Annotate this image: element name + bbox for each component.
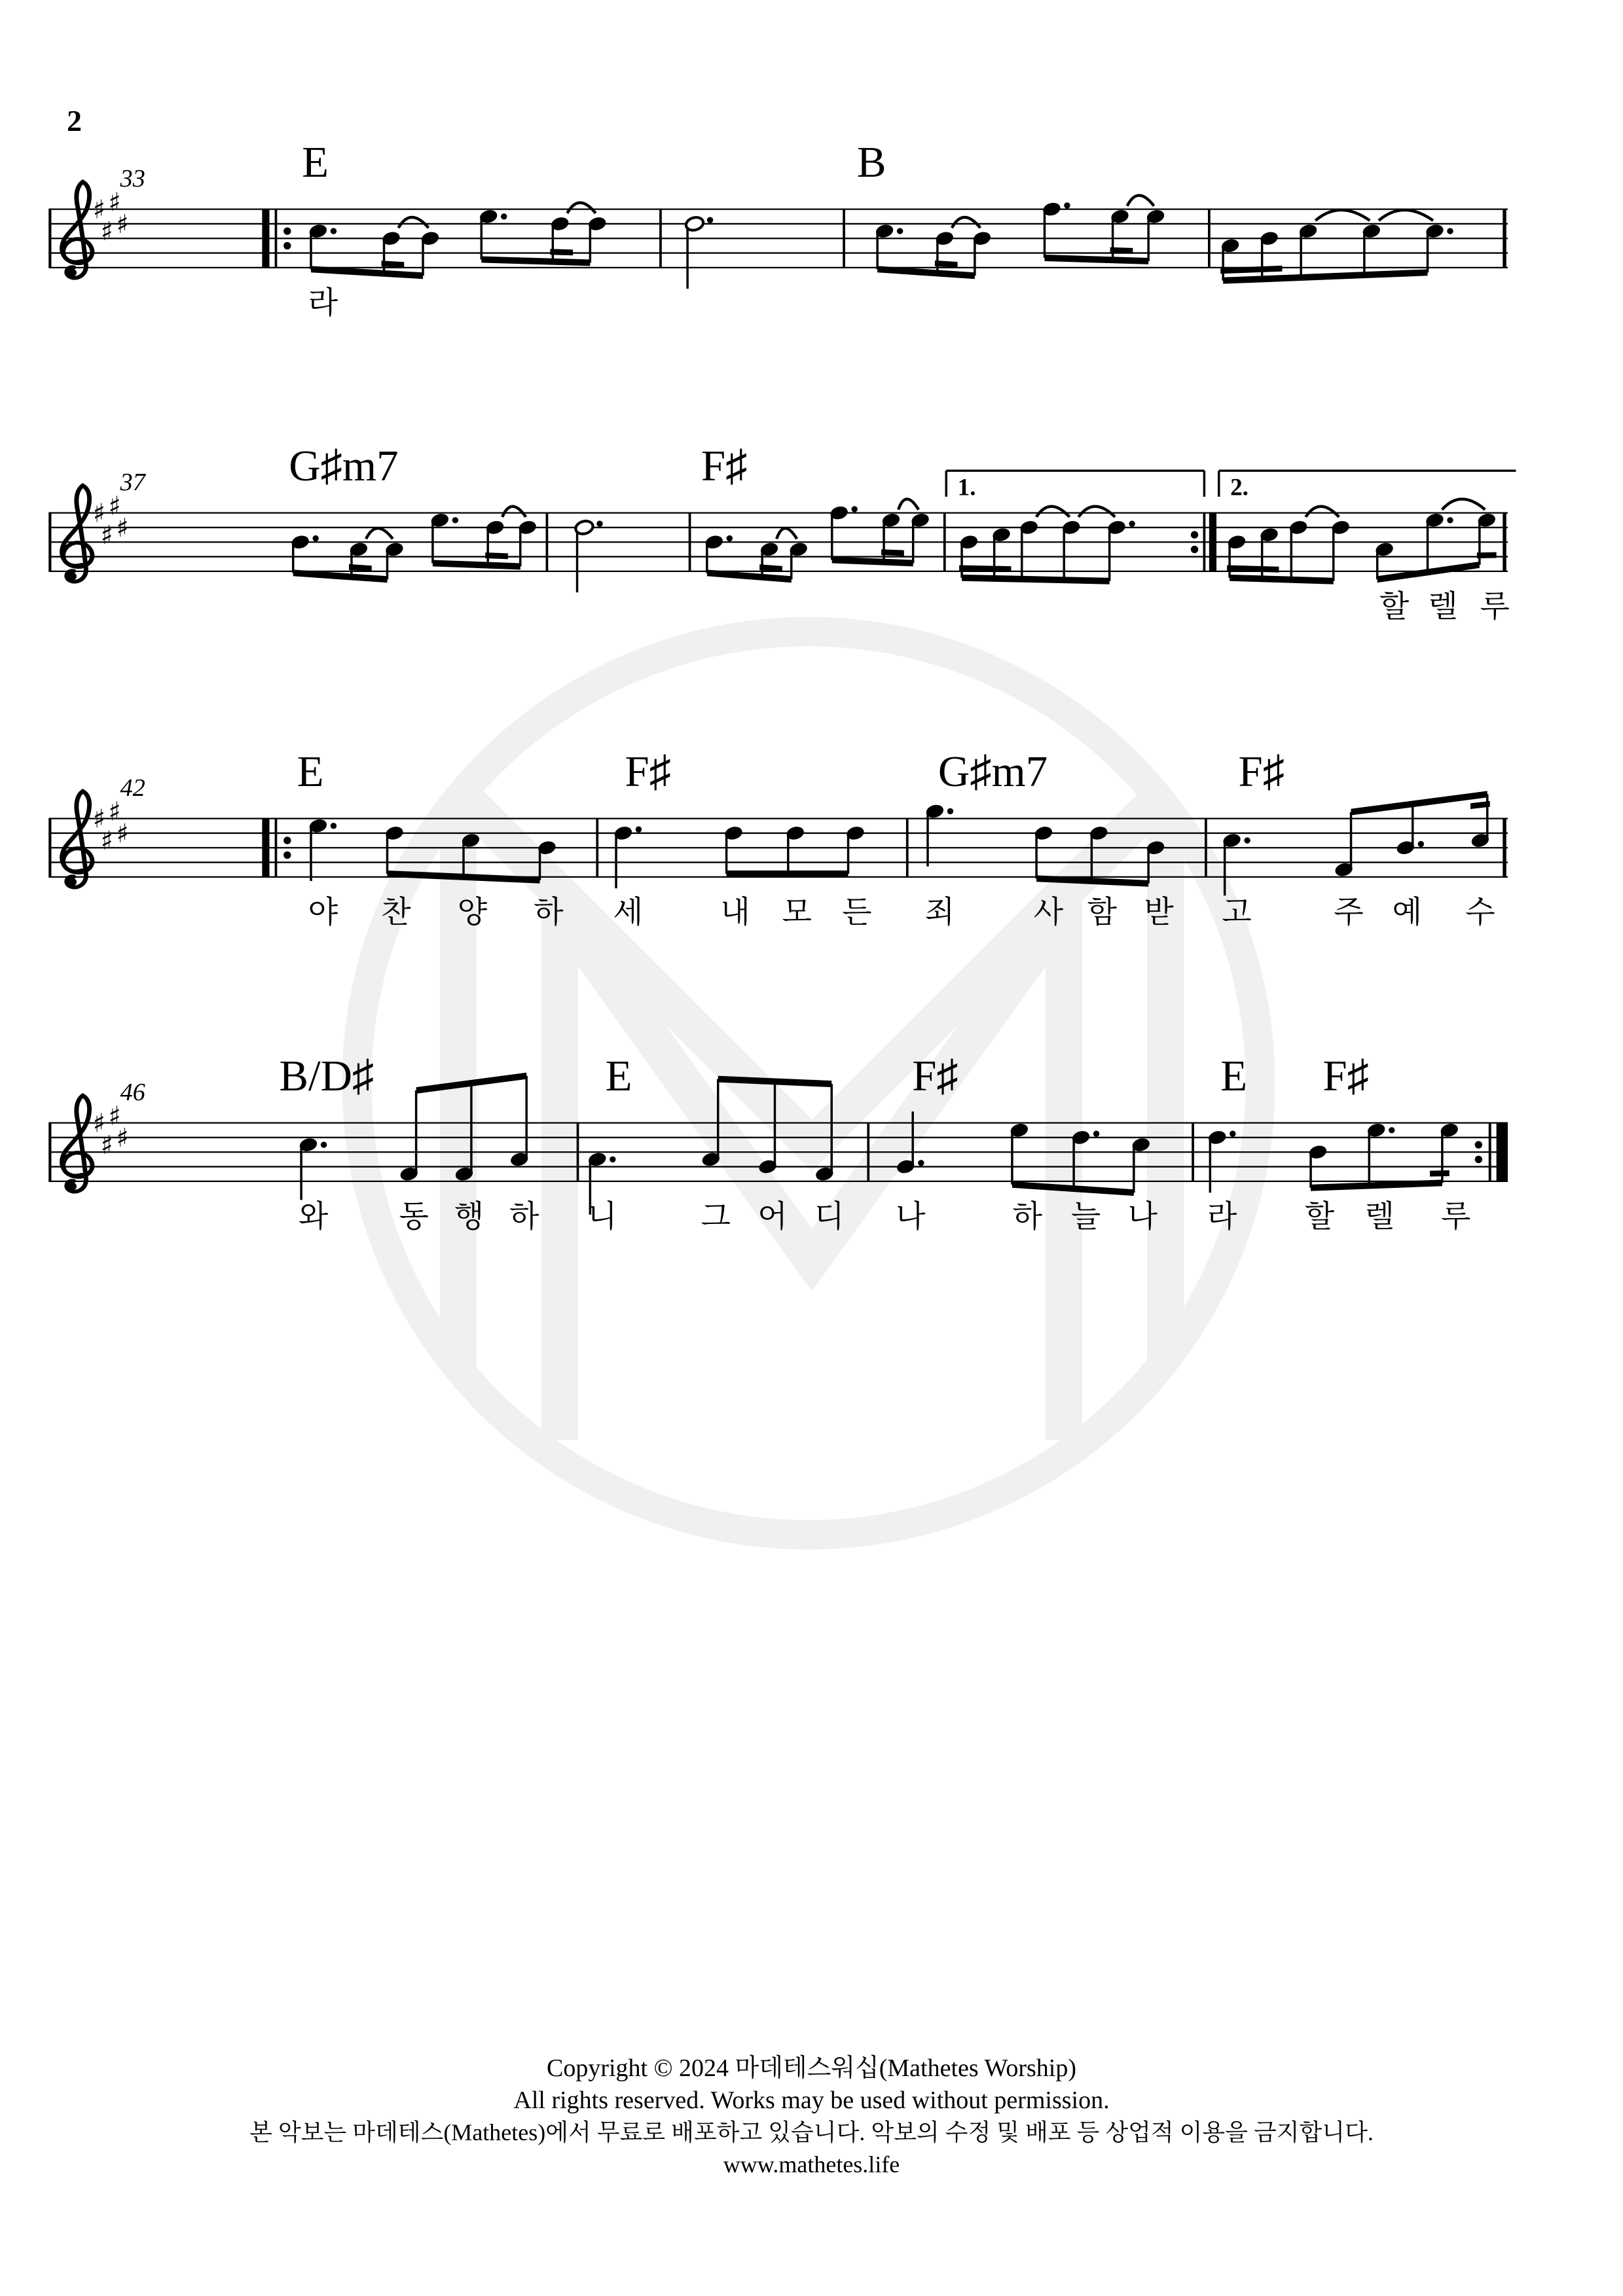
chord-symbol: E <box>1220 1052 1248 1101</box>
augmentation-dot <box>851 506 857 512</box>
volta-label: 2. <box>1230 474 1249 501</box>
augmentation-dot <box>1129 521 1135 527</box>
chord-symbols <box>302 138 886 187</box>
augmentation-dot <box>947 808 953 814</box>
augmentation-dot <box>707 217 713 223</box>
slur <box>1305 507 1339 517</box>
lyric-syllable: 늘 <box>1070 1200 1101 1234</box>
augmentation-dot <box>321 1141 327 1147</box>
key-sharp-icon: ♯ <box>116 818 129 849</box>
staff-lines <box>48 1123 1508 1181</box>
lyric-syllable: 주 <box>1334 895 1364 930</box>
lyric-syllable: 라 <box>1207 1200 1237 1234</box>
repeat-dot <box>283 242 291 249</box>
beam-16th <box>959 565 1011 572</box>
augmentation-dot <box>1447 228 1453 234</box>
chord-symbol: F♯ <box>912 1052 958 1101</box>
augmentation-dot <box>897 228 903 234</box>
slur <box>952 217 980 228</box>
chord-symbol: F♯ <box>701 442 748 491</box>
lyric-syllable: 그 <box>701 1200 731 1234</box>
augmentation-dot <box>331 823 337 829</box>
lyric-syllable: 루 <box>1480 590 1510 624</box>
slur <box>776 528 797 539</box>
system-measures-33 <box>0 96 1623 420</box>
stems-and-beams <box>301 1073 1450 1215</box>
lyric-syllable: 라 <box>308 286 338 321</box>
chord-symbol: F♯ <box>1238 747 1285 797</box>
lyric-syllable: 모 <box>782 895 812 930</box>
slur <box>567 203 595 213</box>
thick-bar <box>262 819 269 877</box>
lyric-syllable: 수 <box>1465 895 1495 930</box>
chord-symbols <box>289 442 747 490</box>
volta-label: 1. <box>957 474 976 501</box>
key-sharp-icon: ♯ <box>100 216 113 247</box>
lyric-syllable: 할 <box>1379 590 1410 624</box>
beam <box>433 560 520 570</box>
volta-bracket <box>1219 471 1516 501</box>
chord-symbols <box>297 747 1285 796</box>
system-measures-46 <box>0 1009 1623 1334</box>
stems-and-beams <box>311 791 1490 895</box>
page-number: 2 <box>67 104 82 137</box>
chord-symbol: B <box>856 138 886 187</box>
system-measures-37 <box>0 399 1623 724</box>
slur <box>366 528 393 539</box>
augmentation-dot <box>1093 1131 1099 1137</box>
measure-number: 33 <box>120 164 145 192</box>
key-sharp-icon: ♯ <box>108 1101 121 1132</box>
beam-16th <box>1220 266 1282 274</box>
lyrics <box>1379 590 1510 624</box>
notehead-half <box>685 215 705 232</box>
key-sharp-icon: ♯ <box>116 512 129 543</box>
lyric-syllable: 동 <box>399 1200 429 1234</box>
augmentation-dot <box>1389 1127 1395 1133</box>
footer-rights-notice: All rights reserved. Works may be used without permission. <box>513 2087 1110 2114</box>
thick-bar <box>262 209 269 268</box>
lyric-syllable: 디 <box>814 1200 845 1234</box>
slur <box>1315 210 1370 221</box>
beam-16th <box>1110 247 1133 254</box>
lyric-syllable: 나 <box>1127 1200 1158 1234</box>
footer-distribution-notice: 본 악보는 마데테스(Mathetes)에서 무료로 배포하고 있습니다. 악보의 수정 및 배포 등 상업적 이용을 금지합니다. <box>249 2119 1374 2145</box>
beam-16th <box>1477 552 1497 558</box>
lyric-syllable: 고 <box>1222 895 1252 930</box>
lyric-syllable: 하 <box>534 895 564 930</box>
beam-16th <box>1430 1170 1450 1177</box>
chord-symbol: G♯m7 <box>938 747 1048 797</box>
repeat-dot <box>283 227 291 234</box>
beam-16th <box>550 249 573 255</box>
beam <box>1351 791 1487 815</box>
key-sharp-icon: ♯ <box>116 209 129 240</box>
beam <box>1044 255 1148 264</box>
beam <box>481 257 590 266</box>
footer-copyright: Copyright © 2024 마데테스워십(Mathetes Worship) <box>547 2054 1076 2082</box>
stems-and-beams <box>311 211 1428 289</box>
thick-bar <box>1497 1123 1508 1181</box>
system-measures-42 <box>0 705 1623 1030</box>
measure-number: 42 <box>120 774 145 802</box>
augmentation-dot <box>636 827 642 833</box>
slur <box>399 217 429 228</box>
key-sharp-icon: ♯ <box>116 1122 129 1153</box>
treble-clef-icon <box>62 182 92 278</box>
key-sharp-icon: ♯ <box>100 520 113 550</box>
volta-bracket <box>946 471 1204 501</box>
treble-clef-icon <box>62 486 92 582</box>
augmentation-dot <box>501 213 507 219</box>
augmentation-dot <box>918 1160 924 1166</box>
chord-symbol: E <box>605 1052 632 1101</box>
stems-and-beams <box>293 515 1497 592</box>
lyric-syllable: 예 <box>1392 895 1423 930</box>
slur <box>1036 507 1070 517</box>
repeat-dot <box>1191 546 1198 553</box>
lyric-syllable: 함 <box>1087 895 1117 930</box>
lyrics <box>299 1200 1471 1234</box>
beam-16th <box>881 549 904 556</box>
lyric-syllable: 어 <box>757 1200 788 1234</box>
augmentation-dot <box>1064 202 1070 208</box>
lyric-syllable: 내 <box>720 895 750 930</box>
key-sharp-icon: ♯ <box>100 1130 113 1160</box>
chord-symbol: E <box>297 747 324 797</box>
slur <box>502 507 526 517</box>
chord-symbol: B/D♯ <box>279 1052 374 1101</box>
lyric-syllable: 나 <box>895 1200 926 1234</box>
augmentation-dot <box>312 535 318 541</box>
thick-bar <box>1209 513 1216 571</box>
lyric-syllable: 렐 <box>1364 1200 1395 1234</box>
augmentation-dot <box>610 1157 615 1162</box>
lyrics <box>308 895 1495 929</box>
clef-ball <box>67 572 77 581</box>
beam <box>962 575 1110 584</box>
lyric-syllable: 하 <box>509 1200 539 1234</box>
slur <box>1127 196 1154 206</box>
key-sharp-icon: ♯ <box>100 825 113 856</box>
lyric-syllable: 니 <box>587 1200 617 1234</box>
repeat-dot <box>1191 531 1198 538</box>
augmentation-dot <box>452 517 458 523</box>
clef-ball <box>67 268 77 277</box>
key-sharp-icon: ♯ <box>92 194 105 225</box>
repeat-dot <box>283 836 291 844</box>
repeat-dot <box>283 852 291 859</box>
beam <box>832 557 913 567</box>
lyric-syllable: 양 <box>457 895 488 930</box>
footer-website: www.mathetes.life <box>723 2151 900 2178</box>
chord-symbol: G♯m7 <box>289 442 399 491</box>
slur <box>898 499 919 510</box>
augmentation-dot <box>596 521 602 527</box>
beam <box>1230 575 1334 584</box>
lyric-syllable: 세 <box>613 895 644 930</box>
augmentation-dot <box>727 535 733 541</box>
repeat-dot <box>1475 1141 1482 1148</box>
slur <box>1379 210 1433 221</box>
clef-ball <box>67 1182 77 1191</box>
slur <box>1078 507 1115 517</box>
measure-number: 46 <box>120 1078 145 1106</box>
lyric-syllable: 죄 <box>924 895 955 930</box>
notehead-half <box>574 519 594 535</box>
measure-number: 37 <box>120 468 145 496</box>
treble-clef-icon <box>62 1096 92 1192</box>
beam-16th <box>485 552 508 559</box>
staff-lines <box>48 513 1508 571</box>
lyric-syllable: 사 <box>1033 895 1064 930</box>
lyrics <box>308 286 338 320</box>
lyric-syllable: 루 <box>1440 1200 1471 1234</box>
augmentation-dot <box>1244 837 1250 843</box>
noteheads <box>308 803 1490 878</box>
beam <box>727 870 848 877</box>
lyric-syllable: 할 <box>1304 1200 1335 1234</box>
lyric-syllable: 받 <box>1144 895 1174 930</box>
key-sharp-icon: ♯ <box>92 498 105 529</box>
slur <box>1442 499 1486 510</box>
lyric-syllable: 렐 <box>1428 590 1458 624</box>
key-sharp-icon: ♯ <box>92 1108 105 1139</box>
chord-symbol: F♯ <box>1322 1052 1370 1101</box>
repeat-dot <box>1475 1156 1482 1163</box>
lyric-syllable: 행 <box>454 1200 484 1234</box>
treble-clef-icon <box>62 791 92 888</box>
key-sharp-icon: ♯ <box>108 187 121 218</box>
chord-symbol: F♯ <box>625 747 672 797</box>
augmentation-dot <box>331 228 337 234</box>
footer <box>0 2053 1623 2181</box>
augmentation-dot <box>1447 517 1453 523</box>
key-sharp-icon: ♯ <box>108 491 121 522</box>
lyric-syllable: 야 <box>308 895 338 930</box>
lyric-syllable: 든 <box>842 895 872 930</box>
augmentation-dot <box>1230 1131 1235 1137</box>
augmentation-dot <box>1418 841 1424 847</box>
chord-symbols <box>279 1052 1369 1100</box>
chord-symbol: E <box>302 138 329 187</box>
clef-ball <box>67 878 77 886</box>
key-sharp-icon: ♯ <box>108 797 121 827</box>
lyric-syllable: 찬 <box>381 895 411 930</box>
lyric-syllable: 하 <box>1012 1200 1042 1234</box>
lyric-syllable: 와 <box>298 1200 329 1234</box>
key-sharp-icon: ♯ <box>92 804 105 834</box>
